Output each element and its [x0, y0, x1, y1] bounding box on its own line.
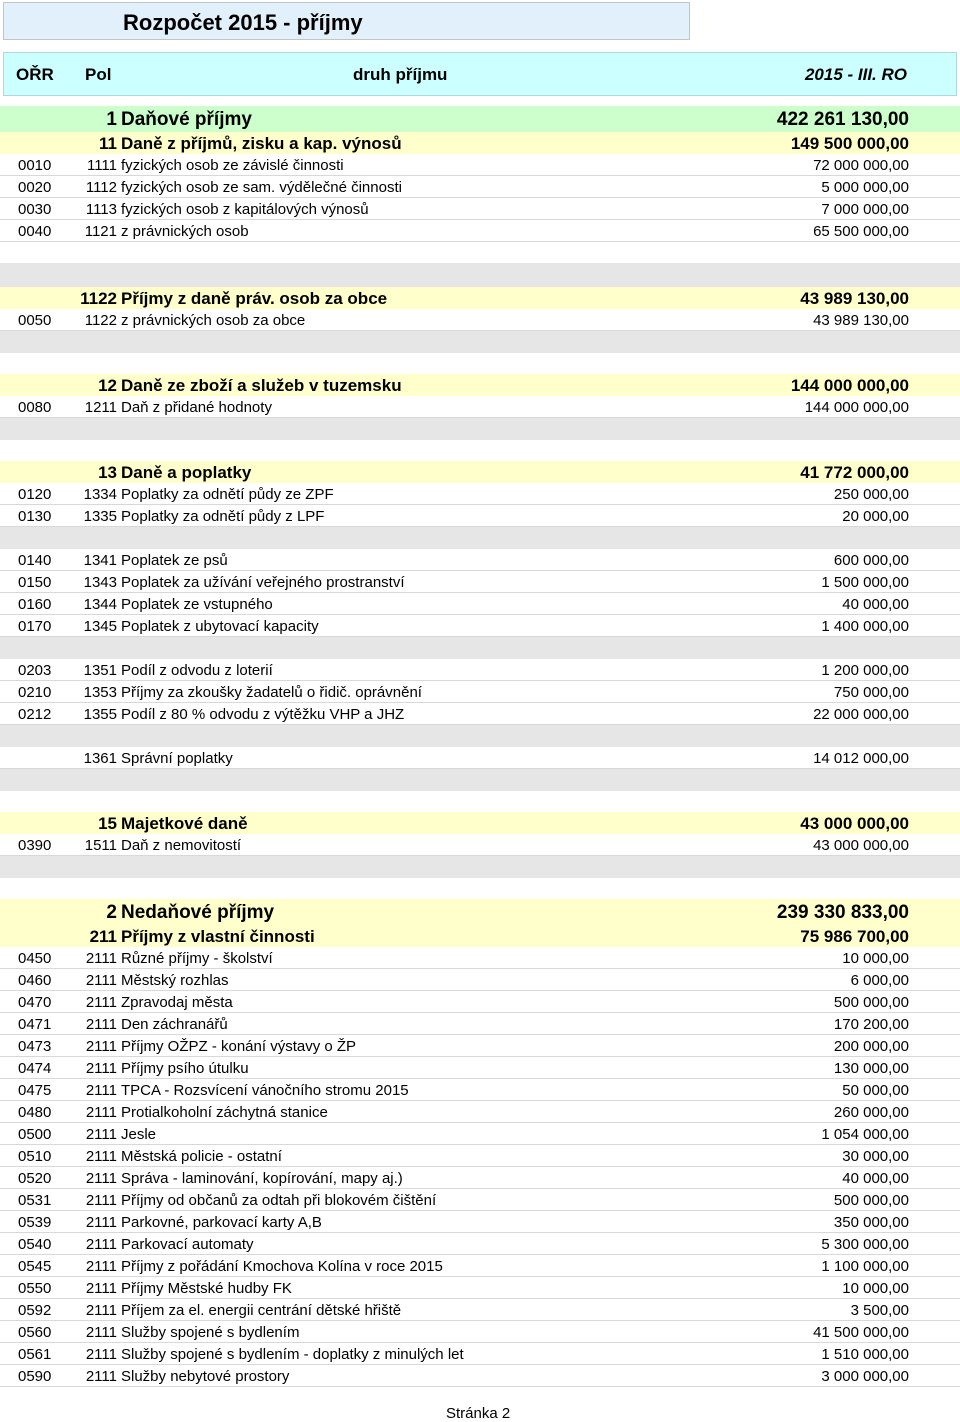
table-row	[0, 1365, 960, 1387]
row-amount: 43 000 000,00	[800, 814, 909, 833]
subsection-header-row	[0, 812, 960, 834]
row-amount: 65 500 000,00	[813, 223, 909, 240]
row-pol: 2111	[85, 950, 117, 967]
row-amount: 1 200 000,00	[821, 662, 909, 679]
row-pol: 1122	[80, 289, 117, 308]
row-pol: 2111	[85, 1280, 117, 1297]
spacer-row	[0, 725, 960, 747]
table-row	[0, 1277, 960, 1299]
row-amount: 144 000 000,00	[790, 376, 909, 395]
blank-row	[0, 791, 960, 812]
row-name: Daně z příjmů, zisku a kap. výnosů	[121, 134, 402, 153]
row-name: Městská policie - ostatní	[121, 1148, 282, 1165]
table-row	[0, 549, 960, 571]
table-row	[0, 747, 960, 769]
row-name: Nedaňové příjmy	[121, 902, 275, 923]
page-title: Rozpočet 2015 - příjmy	[123, 10, 363, 35]
spacer-row	[0, 418, 960, 440]
row-amount: 14 012 000,00	[813, 750, 909, 767]
row-pol: 1113	[85, 201, 117, 218]
table-row	[0, 1299, 960, 1321]
row-pol: 1355	[83, 706, 117, 723]
row-orr: 0050	[18, 312, 52, 329]
row-name: Služby spojené s bydlením	[121, 1324, 300, 1341]
row-amount: 5 000 000,00	[821, 179, 909, 196]
budget-table	[0, 106, 960, 1387]
row-name: Protialkoholní záchytná stanice	[121, 1104, 328, 1121]
row-name: Podíl z odvodu z loterií	[121, 662, 273, 679]
table-row	[0, 1321, 960, 1343]
row-name: Daňové příjmy	[121, 109, 252, 130]
row-name: Příjem za el. energii centrání dětské hřiště	[121, 1302, 402, 1319]
row-orr: 0390	[18, 837, 52, 854]
row-pol: 1511	[84, 837, 117, 854]
page-footer: Stránka 2	[446, 1405, 511, 1422]
row-orr: 0170	[18, 618, 52, 635]
row-pol: 2111	[85, 1368, 117, 1385]
table-row	[0, 396, 960, 418]
spacer-row	[0, 263, 960, 287]
row-amount: 10 000,00	[842, 1280, 909, 1297]
row-orr: 0470	[18, 994, 52, 1011]
row-amount: 5 300 000,00	[821, 1236, 909, 1253]
row-pol: 13	[98, 463, 117, 482]
table-row	[0, 154, 960, 176]
row-name: Příjmy od občanů za odtah při blokovém čištění	[121, 1192, 437, 1209]
row-orr: 0474	[18, 1060, 52, 1077]
row-pol: 1211	[84, 399, 117, 416]
row-orr: 0561	[18, 1346, 52, 1363]
row-amount: 3 500,00	[850, 1302, 909, 1319]
row-pol: 2111	[85, 1082, 117, 1099]
table-row	[0, 198, 960, 220]
row-name: Služby nebytové prostory	[121, 1368, 290, 1385]
row-pol: 1341	[83, 552, 117, 569]
row-orr: 0592	[18, 1302, 52, 1319]
spacer-row	[0, 527, 960, 549]
row-pol: 1344	[83, 596, 117, 613]
row-orr: 0539	[18, 1214, 52, 1231]
subsection-header-row	[0, 925, 960, 947]
row-amount: 422 261 130,00	[776, 109, 909, 130]
table-row	[0, 703, 960, 725]
spacer-row	[0, 637, 960, 659]
spacer-row	[0, 856, 960, 878]
row-amount: 149 500 000,00	[790, 134, 909, 153]
row-name: Služby spojené s bydlením - doplatky z minulých let	[121, 1346, 464, 1363]
table-row	[0, 947, 960, 969]
row-pol: 2111	[85, 994, 117, 1011]
row-amount: 20 000,00	[842, 508, 909, 525]
row-orr: 0540	[18, 1236, 52, 1253]
row-amount: 10 000,00	[842, 950, 909, 967]
row-pol: 2111	[85, 1060, 117, 1077]
table-row	[0, 834, 960, 856]
row-amount: 41 500 000,00	[813, 1324, 909, 1341]
blank-row	[0, 353, 960, 374]
row-orr: 0545	[18, 1258, 52, 1275]
row-amount: 350 000,00	[833, 1214, 909, 1231]
row-amount: 130 000,00	[833, 1060, 909, 1077]
header-druh: druh příjmu	[353, 65, 448, 84]
row-orr: 0212	[18, 706, 52, 723]
section-header-row	[0, 106, 960, 132]
table-row	[0, 1145, 960, 1167]
row-pol: 1335	[83, 508, 117, 525]
row-orr: 0473	[18, 1038, 52, 1055]
row-orr: 0040	[18, 223, 52, 240]
row-orr: 0475	[18, 1082, 52, 1099]
row-name: Příjmy Městské hudby FK	[121, 1280, 292, 1297]
row-name: Příjmy z vlastní činnosti	[121, 927, 315, 946]
row-name: Příjmy OŽPZ - konání výstavy o ŽP	[121, 1038, 357, 1055]
row-pol: 12	[98, 376, 117, 395]
blank-row	[0, 440, 960, 461]
row-name: Zpravodaj města	[121, 994, 233, 1011]
row-name: fyzických osob ze sam. výdělečné činnosti	[121, 179, 402, 196]
table-row	[0, 681, 960, 703]
row-amount: 1 500 000,00	[821, 574, 909, 591]
row-pol: 2111	[85, 1126, 117, 1143]
row-orr: 0460	[18, 972, 52, 989]
subsection-header-row	[0, 287, 960, 309]
row-pol: 1121	[84, 223, 117, 240]
row-amount: 6 000,00	[850, 972, 909, 989]
row-orr: 0510	[18, 1148, 52, 1165]
row-pol: 2	[106, 902, 117, 923]
row-orr: 0080	[18, 399, 52, 416]
row-pol: 11	[99, 134, 117, 153]
row-amount: 250 000,00	[833, 486, 909, 503]
row-name: Poplatky za odnětí půdy ze ZPF	[121, 486, 334, 503]
row-orr: 0450	[18, 950, 52, 967]
table-row	[0, 571, 960, 593]
title-box	[3, 2, 690, 40]
table-row	[0, 659, 960, 681]
table-row	[0, 505, 960, 527]
table-row	[0, 220, 960, 242]
table-row	[0, 1255, 960, 1277]
row-name: Daň z přidané hodnoty	[121, 399, 272, 416]
row-amount: 50 000,00	[842, 1082, 909, 1099]
row-orr: 0203	[18, 662, 52, 679]
row-name: Podíl z 80 % odvodu z výtěžku VHP a JHZ	[121, 706, 405, 723]
subsection-header-row	[0, 461, 960, 483]
row-amount: 3 000 000,00	[821, 1368, 909, 1385]
row-name: z právnických osob za obce	[121, 312, 306, 329]
row-name: Městský rozhlas	[121, 972, 229, 989]
row-amount: 500 000,00	[833, 994, 909, 1011]
table-header	[3, 52, 957, 96]
row-name: Příjmy psího útulku	[121, 1060, 249, 1077]
table-row	[0, 1013, 960, 1035]
table-row	[0, 615, 960, 637]
row-pol: 2111	[85, 1324, 117, 1341]
row-orr: 0520	[18, 1170, 52, 1187]
row-amount: 41 772 000,00	[800, 463, 909, 482]
row-name: fyzických osob ze závislé činnosti	[121, 157, 344, 174]
row-name: Poplatek ze psů	[121, 552, 228, 569]
row-pol: 2111	[85, 1016, 117, 1033]
row-orr: 0590	[18, 1368, 52, 1385]
section-header-row	[0, 899, 960, 925]
row-orr: 0471	[18, 1016, 52, 1033]
row-amount: 40 000,00	[842, 596, 909, 613]
row-amount: 1 510 000,00	[821, 1346, 909, 1363]
row-amount: 260 000,00	[833, 1104, 909, 1121]
table-row	[0, 991, 960, 1013]
row-amount: 43 000 000,00	[813, 837, 909, 854]
table-row	[0, 1343, 960, 1365]
row-name: Parkovací automaty	[121, 1236, 254, 1253]
row-name: Příjmy z pořádání Kmochova Kolína v roce 2015	[121, 1258, 443, 1275]
row-pol: 1111	[86, 157, 117, 174]
row-orr: 0560	[18, 1324, 52, 1341]
row-amount: 500 000,00	[833, 1192, 909, 1209]
row-orr: 0500	[18, 1126, 52, 1143]
row-name: Daně ze zboží a služeb v tuzemsku	[121, 376, 402, 395]
row-amount: 170 200,00	[833, 1016, 909, 1033]
row-orr: 0550	[18, 1280, 52, 1297]
row-pol: 2111	[85, 1038, 117, 1055]
spacer-row	[0, 769, 960, 791]
row-name: Poplatek z ubytovací kapacity	[121, 618, 319, 635]
row-orr: 0531	[18, 1192, 52, 1209]
row-pol: 2111	[85, 1236, 117, 1253]
row-orr: 0140	[18, 552, 52, 569]
table-row	[0, 1035, 960, 1057]
row-pol: 1112	[85, 179, 117, 196]
table-row	[0, 593, 960, 615]
table-row	[0, 1101, 960, 1123]
subsection-header-row	[0, 374, 960, 396]
row-amount: 22 000 000,00	[813, 706, 909, 723]
row-amount: 75 986 700,00	[800, 927, 909, 946]
row-pol: 1122	[84, 312, 117, 329]
row-amount: 200 000,00	[833, 1038, 909, 1055]
row-pol: 15	[98, 814, 117, 833]
header-pol: Pol	[85, 65, 112, 84]
blank-row	[0, 242, 960, 263]
header-year: 2015 - III. RO	[804, 65, 907, 84]
row-name: fyzických osob z kapitálových výnosů	[121, 201, 369, 218]
table-row	[0, 1211, 960, 1233]
row-name: Příjmy z daně práv. osob za obce	[121, 289, 388, 308]
row-name: Poplatek za užívání veřejného prostranství	[121, 574, 405, 591]
blank-row	[0, 878, 960, 899]
header-orr: OŘR	[16, 65, 54, 84]
row-pol: 2111	[85, 972, 117, 989]
subsection-header-row	[0, 132, 960, 154]
row-orr: 0020	[18, 179, 52, 196]
table-row	[0, 483, 960, 505]
row-name: Poplatek ze vstupného	[121, 596, 273, 613]
row-pol: 2111	[85, 1302, 117, 1319]
row-pol: 2111	[85, 1214, 117, 1231]
table-row	[0, 309, 960, 331]
row-pol: 2111	[85, 1192, 117, 1209]
row-amount: 7 000 000,00	[821, 201, 909, 218]
row-name: Jesle	[121, 1126, 157, 1143]
row-name: Poplatky za odnětí půdy z LPF	[121, 508, 325, 525]
row-orr: 0210	[18, 684, 52, 701]
row-pol: 2111	[85, 1258, 117, 1275]
row-amount: 43 989 130,00	[813, 312, 909, 329]
table-row	[0, 176, 960, 198]
row-orr: 0480	[18, 1104, 52, 1121]
row-amount: 144 000 000,00	[804, 399, 909, 416]
row-name: z právnických osob	[121, 223, 249, 240]
row-name: Správní poplatky	[121, 750, 233, 767]
table-row	[0, 969, 960, 991]
row-orr: 0150	[18, 574, 52, 591]
row-name: Různé příjmy - školství	[121, 950, 273, 967]
row-orr: 0160	[18, 596, 52, 613]
row-amount: 30 000,00	[842, 1148, 909, 1165]
row-name: Příjmy za zkoušky žadatelů o řidič. oprávnění	[121, 684, 422, 701]
row-pol: 1334	[83, 486, 117, 503]
row-pol: 2111	[85, 1346, 117, 1363]
row-amount: 750 000,00	[833, 684, 909, 701]
row-amount: 1 054 000,00	[821, 1126, 909, 1143]
row-pol: 1343	[83, 574, 117, 591]
row-amount: 600 000,00	[833, 552, 909, 569]
table-row	[0, 1189, 960, 1211]
row-orr: 0130	[18, 508, 52, 525]
row-pol: 1345	[83, 618, 117, 635]
table-row	[0, 1233, 960, 1255]
row-pol: 211	[89, 927, 117, 946]
table-row	[0, 1079, 960, 1101]
row-amount: 43 989 130,00	[800, 289, 909, 308]
row-amount: 72 000 000,00	[813, 157, 909, 174]
row-pol: 1351	[83, 662, 117, 679]
table-row	[0, 1167, 960, 1189]
row-amount: 40 000,00	[842, 1170, 909, 1187]
row-pol: 2111	[85, 1148, 117, 1165]
row-name: Daň z nemovitostí	[121, 837, 242, 854]
row-name: Parkovné, parkovací karty A,B	[121, 1214, 322, 1231]
row-pol: 1361	[83, 750, 117, 767]
table-row	[0, 1057, 960, 1079]
row-name: Den záchranářů	[121, 1016, 228, 1033]
row-amount: 1 100 000,00	[821, 1258, 909, 1275]
row-pol: 2111	[85, 1104, 117, 1121]
row-orr: 0010	[18, 157, 52, 174]
row-orr: 0030	[18, 201, 52, 218]
row-amount: 239 330 833,00	[776, 902, 909, 923]
row-pol: 1353	[83, 684, 117, 701]
row-name: Daně a poplatky	[121, 463, 252, 482]
spacer-row	[0, 331, 960, 353]
row-pol: 1	[106, 109, 117, 130]
row-name: Správa - laminování, kopírování, mapy aj.)	[121, 1170, 403, 1187]
row-name: TPCA - Rozsvícení vánočního stromu 2015	[121, 1082, 409, 1099]
table-row	[0, 1123, 960, 1145]
row-orr: 0120	[18, 486, 52, 503]
row-amount: 1 400 000,00	[821, 618, 909, 635]
row-name: Majetkové daně	[121, 814, 248, 833]
row-pol: 2111	[85, 1170, 117, 1187]
